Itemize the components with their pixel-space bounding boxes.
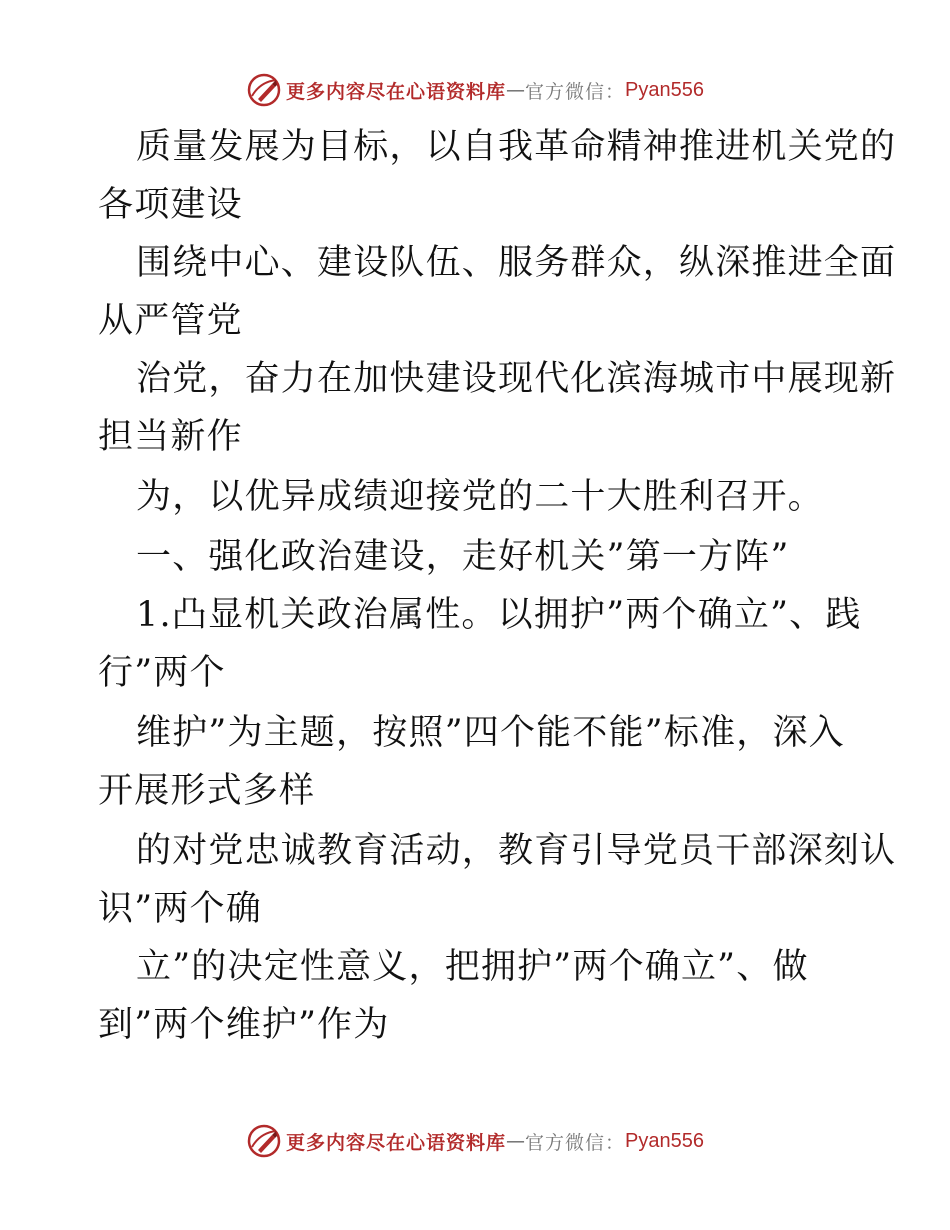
- body-line: 质量发展为目标，以自我革命精神推进机关党的: [136, 127, 897, 167]
- body-line: 担当新作: [98, 417, 243, 457]
- body-line: 为，以优异成绩迎接党的二十大胜利召开。: [136, 477, 824, 517]
- pen-logo-icon: [246, 1123, 282, 1159]
- body-line: 识”两个确: [98, 889, 262, 929]
- body-line: 1.凸显机关政治属性。以拥护”两个确立”、践: [136, 595, 862, 635]
- footer-dash: —: [506, 1130, 526, 1152]
- header-banner: [0, 70, 950, 110]
- body-line: 行”两个: [98, 653, 226, 693]
- body-line: 各项建设: [98, 185, 243, 225]
- footer-wechat-id: Pyan556: [625, 1129, 704, 1152]
- footer-wechat-label: 官方微信：: [525, 1131, 626, 1154]
- header-dash: —: [506, 79, 526, 101]
- pen-logo-icon: [246, 72, 282, 108]
- footer-banner-text: 更多内容尽在心语资料库: [286, 1131, 507, 1154]
- body-line: 从严管党: [98, 301, 243, 341]
- body-line: 到”两个维护”作为: [98, 1005, 390, 1045]
- section-heading: 一、强化政治建设，走好机关”第一方阵”: [136, 537, 790, 577]
- body-line: 立”的决定性意义，把拥护”两个确立”、做: [136, 947, 809, 987]
- body-line: 的对党忠诚教育活动，教育引导党员干部深刻认: [136, 831, 897, 871]
- header-wechat-label: 官方微信：: [525, 80, 626, 103]
- header-banner-text: 更多内容尽在心语资料库: [286, 80, 507, 103]
- body-line: 维护”为主题，按照”四个能不能”标准，深入: [136, 713, 845, 753]
- header-wechat-id: Pyan556: [625, 78, 704, 101]
- body-line: 治党，奋力在加快建设现代化滨海城市中展现新: [136, 359, 897, 399]
- footer-banner: [0, 1121, 950, 1161]
- body-line: 开展形式多样: [98, 771, 316, 811]
- body-line: 围绕中心、建设队伍、服务群众，纵深推进全面: [136, 243, 897, 283]
